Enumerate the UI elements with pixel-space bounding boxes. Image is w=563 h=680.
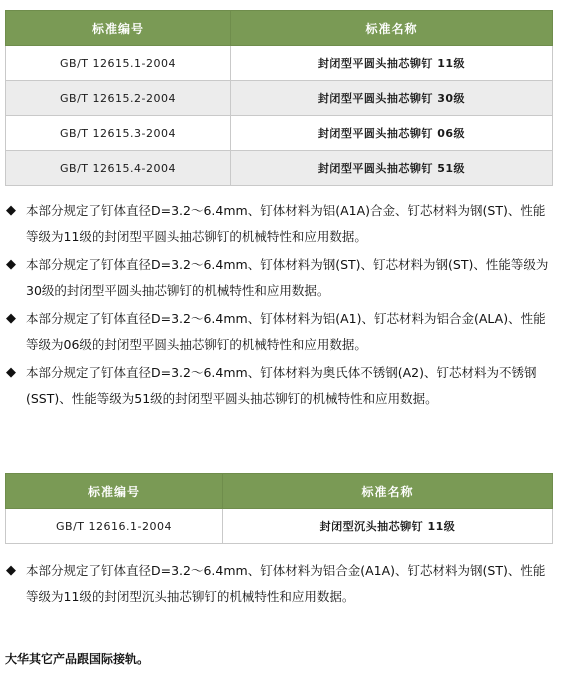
diamond-bullet-icon: ◆ — [6, 257, 16, 272]
diamond-bullet-icon: ◆ — [6, 203, 16, 218]
table-header-row — [6, 474, 553, 509]
standard-code: GB/T 12615.4-2004 — [6, 151, 231, 186]
standard-code: GB/T 12616.1-2004 — [6, 509, 223, 544]
list-item-text: 本部分规定了钉体直径D=3.2～6.4mm、钉体材料为铝(A1)、钉芯材料为铝合金(ALA)、性能等级为06级的封闭型平圆头抽芯铆钉的机械特性和应用数据。 — [26, 311, 546, 352]
list-item — [6, 252, 554, 304]
standard-code: GB/T 12615.2-2004 — [6, 81, 231, 116]
standard-code: GB/T 12615.3-2004 — [6, 116, 231, 151]
standard-name: 封闭型平圆头抽芯铆钉 06级 — [231, 116, 553, 151]
table-row — [6, 509, 553, 544]
diamond-bullet-icon: ◆ — [6, 563, 16, 578]
list-item — [6, 558, 554, 610]
standards-table-1 — [5, 10, 553, 186]
footer-note: 大华其它产品跟国际接轨。 — [5, 652, 150, 666]
table-row — [6, 81, 553, 116]
diamond-bullet-icon: ◆ — [6, 311, 16, 326]
diamond-bullet-icon: ◆ — [6, 365, 16, 380]
header-standard-name: 标准名称 — [231, 11, 553, 46]
header-standard-name: 标准名称 — [223, 474, 553, 509]
list-item — [6, 198, 554, 250]
table-header-row — [6, 11, 553, 46]
standards-table-2 — [5, 473, 553, 544]
standard-name: 封闭型平圆头抽芯铆钉 51级 — [231, 151, 553, 186]
description-list-1 — [6, 198, 554, 414]
list-item-text: 本部分规定了钉体直径D=3.2～6.4mm、钉体材料为奥氏体不锈钢(A2)、钉芯材料为不锈钢(SST)、性能等级为51级的封闭型平圆头抽芯铆钉的机械特性和应用数据。 — [26, 365, 537, 406]
header-standard-number: 标准编号 — [6, 474, 223, 509]
standard-name: 封闭型平圆头抽芯铆钉 30级 — [231, 81, 553, 116]
table-row — [6, 116, 553, 151]
standard-name: 封闭型平圆头抽芯铆钉 11级 — [231, 46, 553, 81]
list-item — [6, 360, 554, 412]
list-item-text: 本部分规定了钉体直径D=3.2～6.4mm、钉体材料为钢(ST)、钉芯材料为钢(ST)、性能等级为30级的封闭型平圆头抽芯铆钉的机械特性和应用数据。 — [26, 257, 549, 298]
list-item-text: 本部分规定了钉体直径D=3.2～6.4mm、钉体材料为铝合金(A1A)、钉芯材料为钢(ST)、性能等级为11级的封闭型沉头抽芯铆钉的机械特性和应用数据。 — [26, 563, 546, 604]
description-list-2 — [6, 558, 554, 612]
header-standard-number: 标准编号 — [6, 11, 231, 46]
standard-name: 封闭型沉头抽芯铆钉 11级 — [223, 509, 553, 544]
table-row — [6, 151, 553, 186]
table-row — [6, 46, 553, 81]
standard-code: GB/T 12615.1-2004 — [6, 46, 231, 81]
list-item — [6, 306, 554, 358]
list-item-text: 本部分规定了钉体直径D=3.2～6.4mm、钉体材料为铝(A1A)合金、钉芯材料为钢(ST)、性能等级为11级的封闭型平圆头抽芯铆钉的机械特性和应用数据。 — [26, 203, 546, 244]
